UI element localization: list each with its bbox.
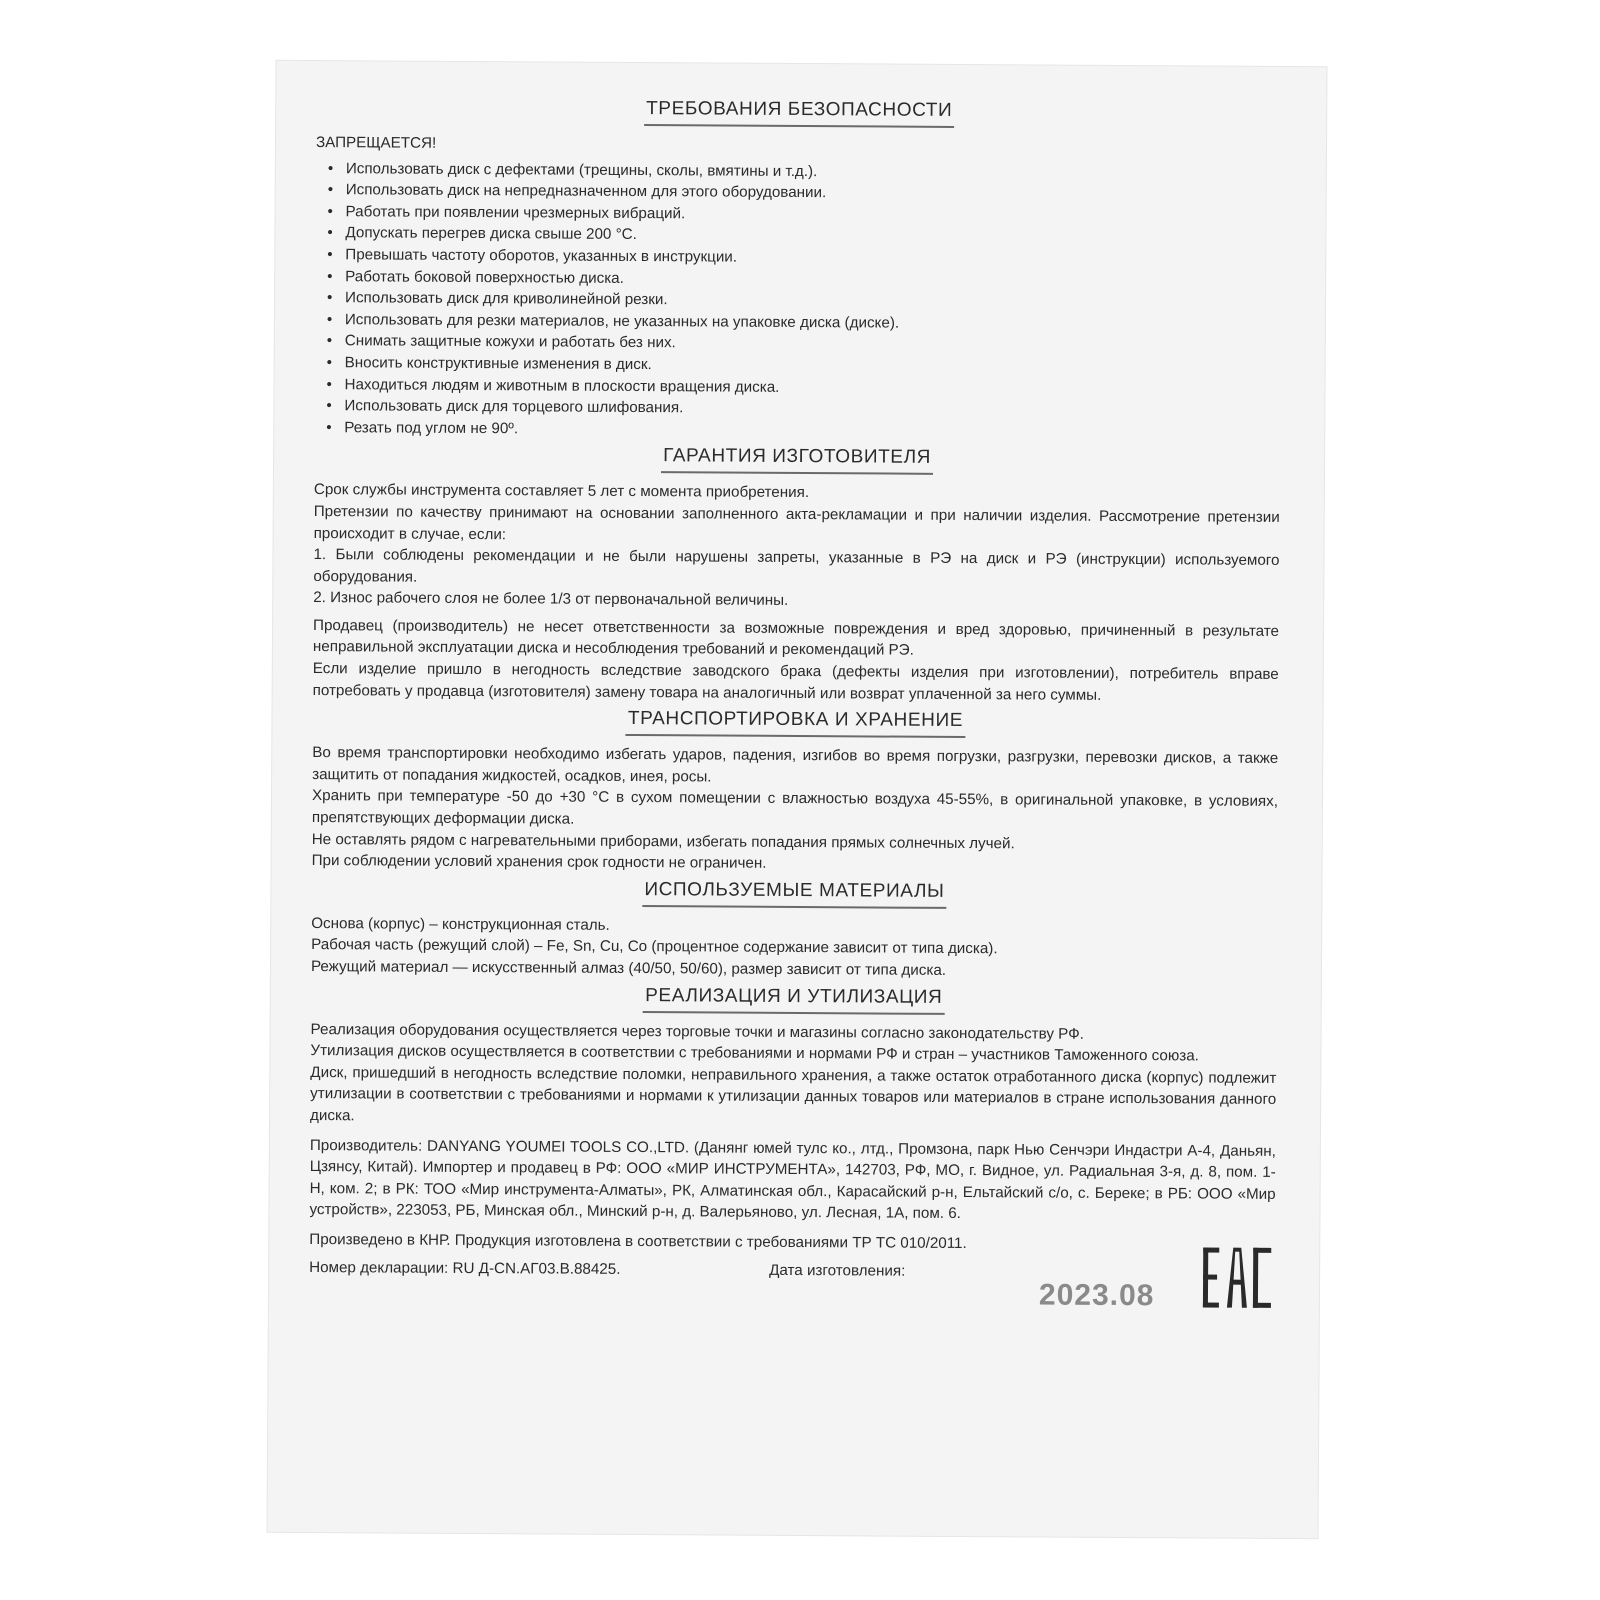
date-label: Дата изготовления: — [769, 1261, 906, 1280]
safety-item: • Использовать диск с дефектами (трещины, сколы, вмятины и т.д.). — [316, 158, 1282, 185]
safety-intro: ЗАПРЕЩАЕТСЯ! — [315, 134, 437, 152]
transport-p3: Не оставлять рядом с нагревательными приборами, избегать попадания прямых солнечных лучей. — [311, 830, 1015, 852]
disposal-p2: Утилизация дисков осуществляется в соответствии с требованиями и нормами РФ и стран – участников Таможенного союза. — [310, 1042, 1199, 1065]
warranty-p4: 2. Износ рабочего слоя не более 1/3 от первоначальной величины. — [313, 589, 789, 610]
warranty-title: ГАРАНТИЯ ИЗГОТОВИТЕЛЯ — [314, 442, 1280, 479]
warranty-p5: Продавец (производитель) не несет ответственности за возможные повреждения и вред здоровью, причиненный в результате неправильной эксплуатации диска и несоблюдения требований и рекомендаций РЭ. — [312, 616, 1280, 660]
safety-item: • Работать боковой поверхностью диска. — [315, 266, 1281, 293]
transport-title: ТРАНСПОРТИРОВКА И ХРАНЕНИЕ — [312, 705, 1278, 742]
safety-item: • Допускать перегрев диска свыше 200 °С. — [315, 222, 1281, 249]
materials-p1: Основа (корпус) – конструкционная сталь. — [311, 914, 610, 934]
materials-p3: Режущий материал — искусственный алмаз (40/50, 50/60), размер зависит от типа диска. — [310, 958, 947, 979]
materials-title: ИСПОЛЬЗУЕМЫЕ МАТЕРИАЛЫ — [311, 876, 1277, 913]
disposal-p1: Реализация оборудования осуществляется через торговые точки и магазины согласно законодательству РФ. — [310, 1020, 1084, 1043]
disposal-title: РЕАЛИЗАЦИЯ И УТИЛИЗАЦИЯ — [311, 982, 1277, 1019]
stamp-row — [309, 1278, 1275, 1344]
eac-mark-icon — [1201, 1242, 1273, 1314]
disposal-p3: Диск, пришедший в негодность вследствие поломки, неправильного хранения, а также остаток отработанного диска (корпус) подлежит утилизации в соответствии с требованиями и нормами к утилизации данных товаров или материалов в стране использования данного диска. — [310, 1063, 1277, 1125]
warranty-p3: 1. Были соблюдены рекомендации и не были нарушены запреты, указанные в РЭ на диск и РЭ (инструкции) используемого оборудования. — [313, 546, 1280, 586]
safety-list — [314, 158, 1282, 445]
transport-p2: Хранить при температуре -50 до +30 °С в сухом помещении с влажностью воздуха 45-55%, в оригинальной упаковке, в условиях, препятствующих деформации диска. — [311, 787, 1279, 828]
transport-p1: Во время транспортировки необходимо избегать ударов, падения, изгибов во время погрузки, разгрузки, перевозки дисков, а также защитить от попадания жидкостей, осадков, инея, росы. — [312, 744, 1279, 786]
safety-item: • Работать при появлении чрезмерных вибраций. — [316, 201, 1282, 228]
instruction-sheet — [268, 61, 1327, 1538]
safety-item: • Превышать частоту оборотов, указанных в инструкции. — [315, 244, 1281, 271]
warranty-p2: Претензии по качеству принимают на основании заполненного акта-рекламации и при наличии изделия. Рассмотрение претензии происходит в случае, если: — [313, 502, 1280, 543]
safety-item: • Снимать защитные кожухи и работать без них. — [315, 330, 1281, 357]
manufacture-date-stamp: 2023.08 — [1038, 1278, 1155, 1313]
safety-item: • Использовать диск на непредназначенном для этого оборудовании. — [316, 179, 1282, 206]
materials-p2: Рабочая часть (режущий слой) – Fe, Sn, Cu, Co (процентное содержание зависит от типа диска). — [311, 936, 998, 958]
manufacturer-info: Производитель: DANYANG YOUMEI TOOLS CO.,LTD. (Данянг юмей тулс ко., лтд., Промзона, парк Нью Сенчэри Индастри А-4, Даньян, Цзянсу, Китай). Импортер и продавец в РФ: ООО «МИР ИНСТРУМЕНТА», 142703, РФ, МО, г. Видное, ул. Радиальная 3-я, д. 8, пом. 1-Н, ком. 2; в РК: ТОО «Мир инструмента-Алматы», РК, Алматинская обл., Карасайский р-н, Ельтайский с/о, с. Береке; в РБ: ООО «Мир устройств», 223053, РБ, Минская обл., Минский р-н, д. Валерьяново, ул. Лесная, 1А, пом. 6. — [309, 1136, 1276, 1223]
sheet-content — [309, 93, 1283, 1344]
transport-p4: При соблюдении условий хранения срок годности не ограничен. — [311, 852, 767, 873]
safety-item: • Находиться людям и животным в плоскости вращения диска. — [314, 374, 1280, 401]
safety-item: • Вносить конструктивные изменения в диск. — [315, 352, 1281, 379]
safety-title: ТРЕБОВАНИЯ БЕЗОПАСНОСТИ — [316, 95, 1282, 132]
warranty-p6: Если изделие пришло в негодность вследствие заводского брака (дефекты изделия при изготовлении), потребитель вправе потребовать у продавца (изготовителя) замену товара на аналогичный или возврат уплаченной за него суммы. — [312, 660, 1279, 704]
safety-item: • Использовать для резки материалов, не указанных на упаковке диска (диске). — [315, 309, 1281, 336]
warranty-p1: Срок службы инструмента составляет 5 лет с момента приобретения. — [313, 481, 810, 502]
made-in-note: Произведено в КНР. Продукция изготовлена в соответствии с требованиями ТР ТС 010/2011. — [309, 1230, 967, 1252]
safety-item: • Использовать диск для торцевого шлифования. — [314, 395, 1280, 422]
safety-item: • Использовать диск для криволинейной резки. — [315, 287, 1281, 314]
declaration-number: Номер декларации: RU Д-CN.АГ03.В.88425. — [309, 1258, 621, 1278]
safety-item: • Резать под углом не 90º. — [314, 417, 1280, 444]
